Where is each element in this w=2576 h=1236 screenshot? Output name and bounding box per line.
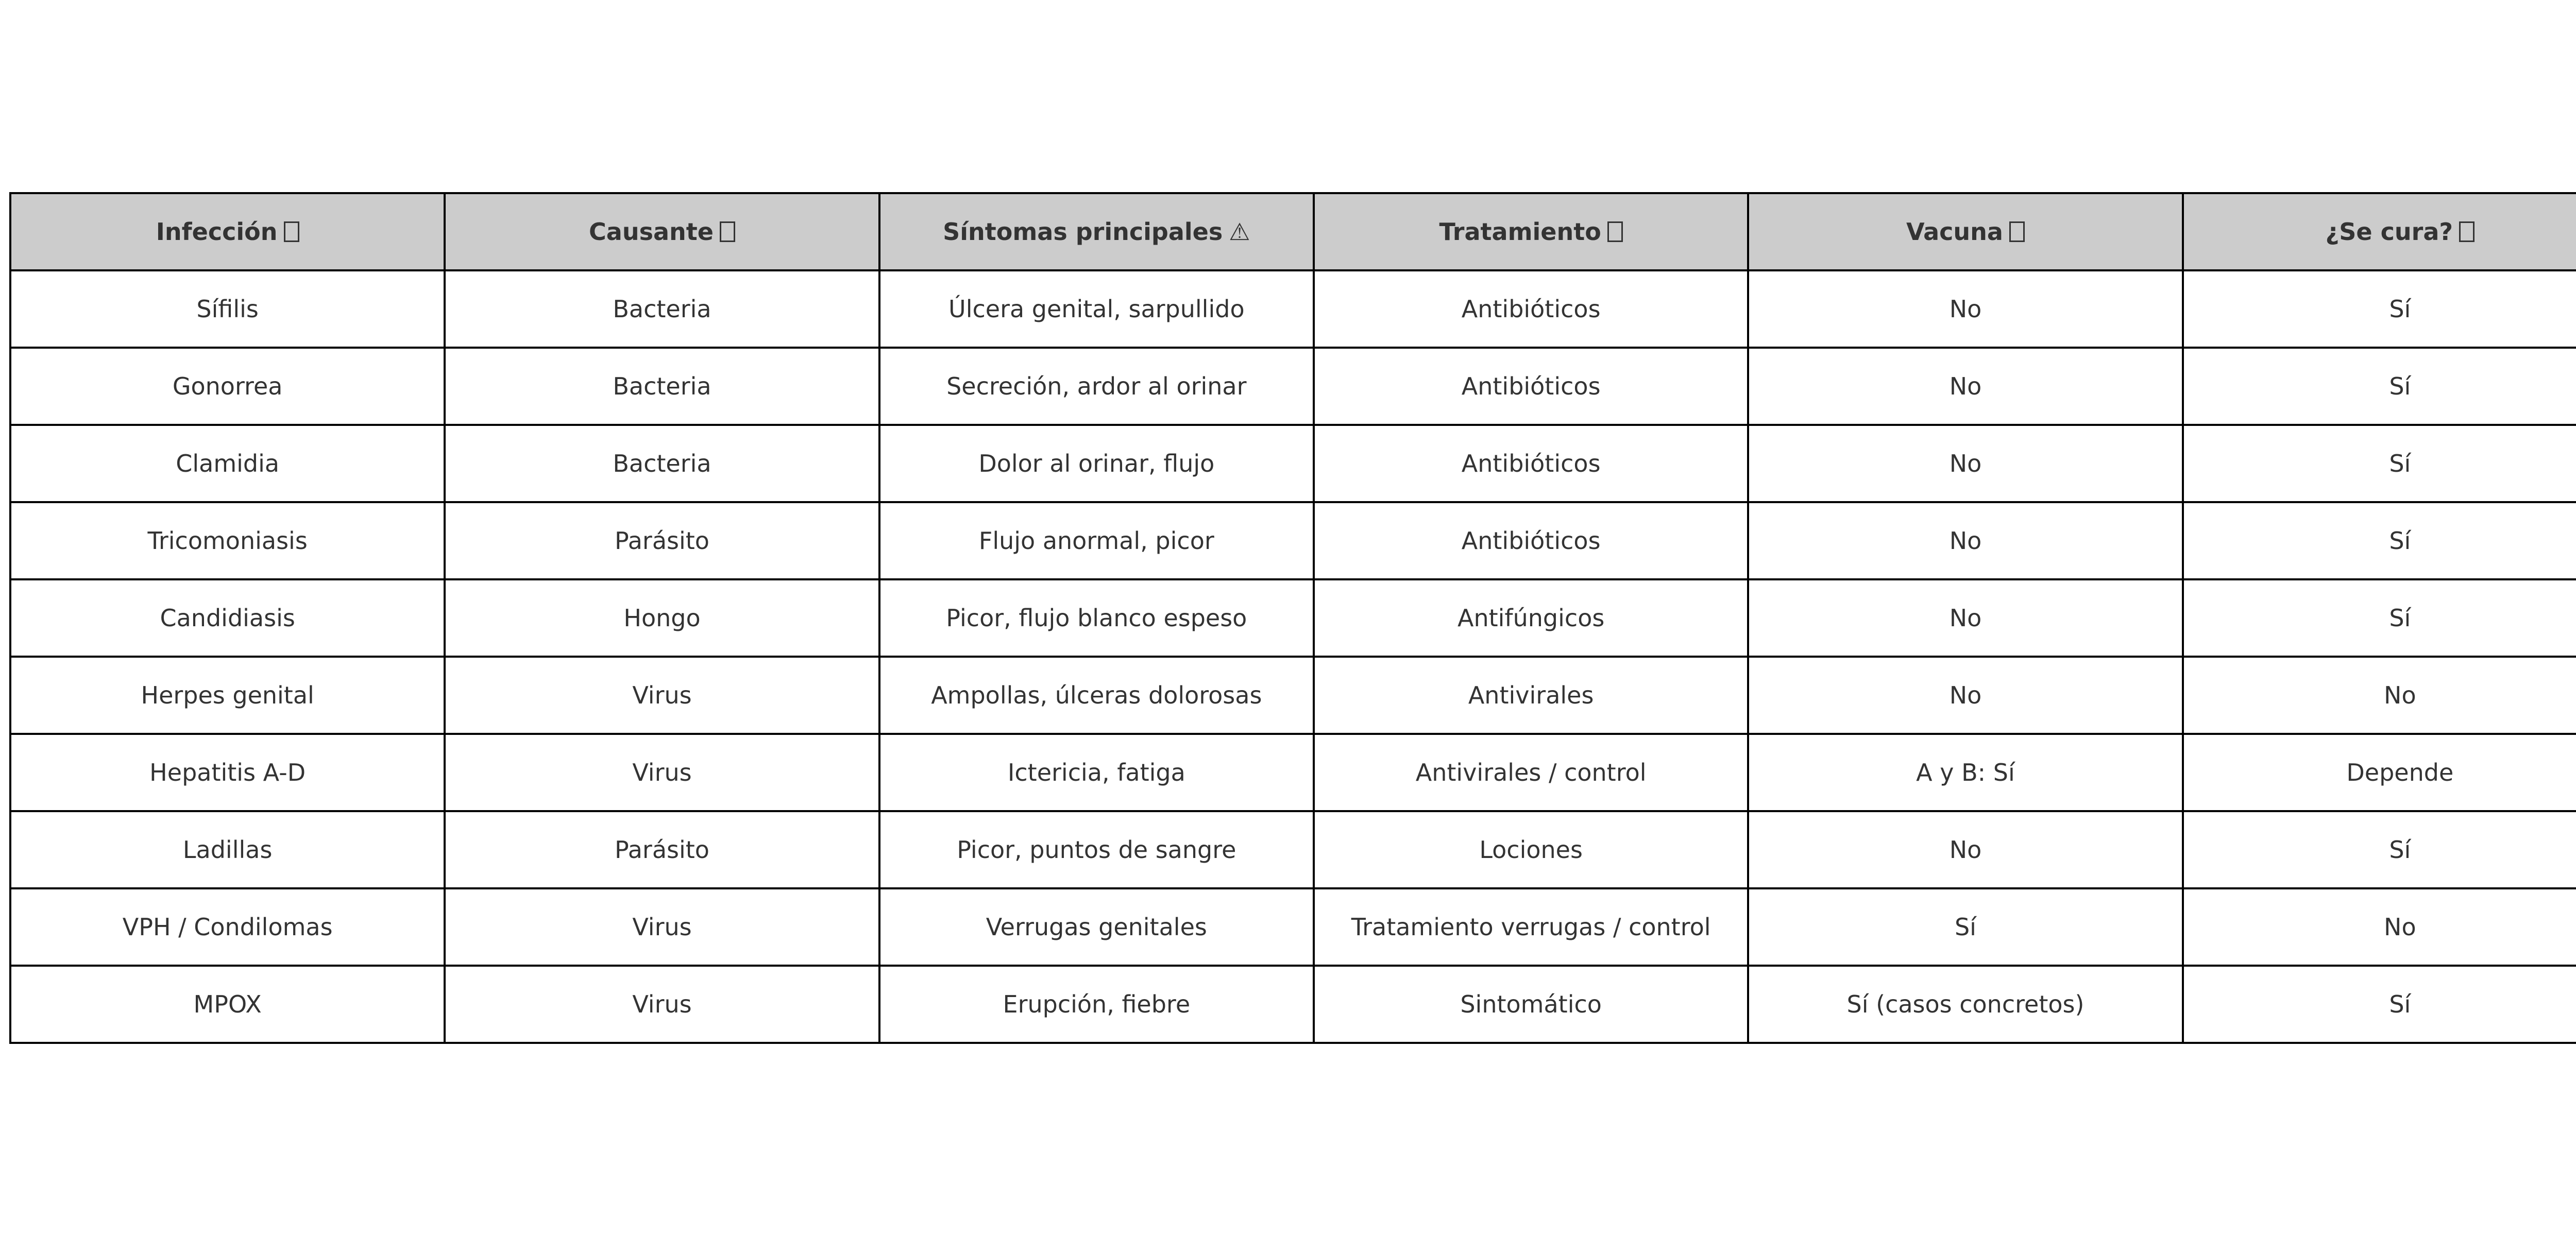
cell-infeccion: Sífilis — [10, 270, 445, 348]
cell-infeccion: VPH / Condilomas — [10, 888, 445, 966]
sti-table — [9, 192, 2576, 1044]
table-row — [10, 811, 2576, 888]
cell-tratamiento: Antifúngicos — [1314, 579, 1748, 657]
bacterium-icon — [284, 221, 299, 242]
cell-tratamiento: Tratamiento verrugas / control — [1314, 888, 1748, 966]
cell-sintomas: Erupción, fiebre — [879, 966, 1314, 1043]
cell-infeccion: Herpes genital — [10, 657, 445, 734]
cell-vacuna: Sí (casos concretos) — [1748, 966, 2182, 1043]
cell-tratamiento: Antibióticos — [1314, 425, 1748, 502]
column-header-label: Infección — [156, 218, 278, 246]
cell-sintomas: Dolor al orinar, flujo — [879, 425, 1314, 502]
cell-vacuna: Sí — [1748, 888, 2182, 966]
syringe-icon — [2009, 221, 2025, 242]
cell-tratamiento: Antibióticos — [1314, 270, 1748, 348]
cell-sintomas: Verrugas genitales — [879, 888, 1314, 966]
cell-se-cura: Sí — [2183, 425, 2576, 502]
cell-se-cura: Sí — [2183, 966, 2576, 1043]
column-header-sintomas — [879, 193, 1314, 270]
cell-infeccion: MPOX — [10, 966, 445, 1043]
cell-causante: Parásito — [445, 811, 879, 888]
cell-causante: Hongo — [445, 579, 879, 657]
table-row — [10, 348, 2576, 425]
cell-causante: Virus — [445, 734, 879, 811]
cell-vacuna: No — [1748, 502, 2182, 579]
table-row — [10, 966, 2576, 1043]
column-header-se-cura — [2183, 193, 2576, 270]
cell-infeccion: Candidiasis — [10, 579, 445, 657]
column-header-label: Síntomas principales — [943, 218, 1223, 246]
cell-se-cura: Sí — [2183, 270, 2576, 348]
cell-se-cura: Depende — [2183, 734, 2576, 811]
cell-se-cura: Sí — [2183, 579, 2576, 657]
cell-vacuna: A y B: Sí — [1748, 734, 2182, 811]
table-row — [10, 579, 2576, 657]
cell-infeccion: Gonorrea — [10, 348, 445, 425]
cell-se-cura: Sí — [2183, 811, 2576, 888]
microscope-icon — [720, 221, 735, 242]
cell-infeccion: Ladillas — [10, 811, 445, 888]
cell-se-cura: No — [2183, 657, 2576, 734]
table-row — [10, 270, 2576, 348]
cell-causante: Bacteria — [445, 270, 879, 348]
cell-tratamiento: Antibióticos — [1314, 502, 1748, 579]
cell-vacuna: No — [1748, 579, 2182, 657]
cell-tratamiento: Antivirales — [1314, 657, 1748, 734]
cell-causante: Parásito — [445, 502, 879, 579]
cell-causante: Bacteria — [445, 425, 879, 502]
column-header-tratamiento — [1314, 193, 1748, 270]
column-header-vacuna — [1748, 193, 2182, 270]
cell-se-cura: Sí — [2183, 348, 2576, 425]
cell-se-cura: Sí — [2183, 502, 2576, 579]
warning-icon: ⚠ — [1229, 218, 1250, 246]
cell-vacuna: No — [1748, 348, 2182, 425]
cell-infeccion: Hepatitis A-D — [10, 734, 445, 811]
cell-sintomas: Úlcera genital, sarpullido — [879, 270, 1314, 348]
column-header-infeccion — [10, 193, 445, 270]
cell-tratamiento: Antibióticos — [1314, 348, 1748, 425]
cell-causante: Virus — [445, 657, 879, 734]
table-row — [10, 425, 2576, 502]
cell-tratamiento: Sintomático — [1314, 966, 1748, 1043]
table-row — [10, 888, 2576, 966]
cell-causante: Virus — [445, 888, 879, 966]
column-header-label: Causante — [589, 218, 714, 246]
cell-sintomas: Picor, flujo blanco espeso — [879, 579, 1314, 657]
table-header-row — [10, 193, 2576, 270]
check-icon — [2459, 221, 2475, 242]
cell-infeccion: Clamidia — [10, 425, 445, 502]
column-header-label: Tratamiento — [1439, 218, 1601, 246]
cell-causante: Bacteria — [445, 348, 879, 425]
column-header-causante — [445, 193, 879, 270]
pill-icon — [1607, 221, 1623, 242]
cell-vacuna: No — [1748, 270, 2182, 348]
cell-causante: Virus — [445, 966, 879, 1043]
column-header-label: Vacuna — [1906, 218, 2003, 246]
cell-tratamiento: Antivirales / control — [1314, 734, 1748, 811]
cell-sintomas: Ampollas, úlceras dolorosas — [879, 657, 1314, 734]
cell-sintomas: Flujo anormal, picor — [879, 502, 1314, 579]
cell-infeccion: Tricomoniasis — [10, 502, 445, 579]
table-row — [10, 657, 2576, 734]
table-row — [10, 734, 2576, 811]
cell-sintomas: Ictericia, fatiga — [879, 734, 1314, 811]
cell-se-cura: No — [2183, 888, 2576, 966]
table-row — [10, 502, 2576, 579]
cell-sintomas: Secreción, ardor al orinar — [879, 348, 1314, 425]
cell-sintomas: Picor, puntos de sangre — [879, 811, 1314, 888]
cell-vacuna: No — [1748, 657, 2182, 734]
cell-tratamiento: Lociones — [1314, 811, 1748, 888]
cell-vacuna: No — [1748, 811, 2182, 888]
column-header-label: ¿Se cura? — [2325, 218, 2453, 246]
cell-vacuna: No — [1748, 425, 2182, 502]
